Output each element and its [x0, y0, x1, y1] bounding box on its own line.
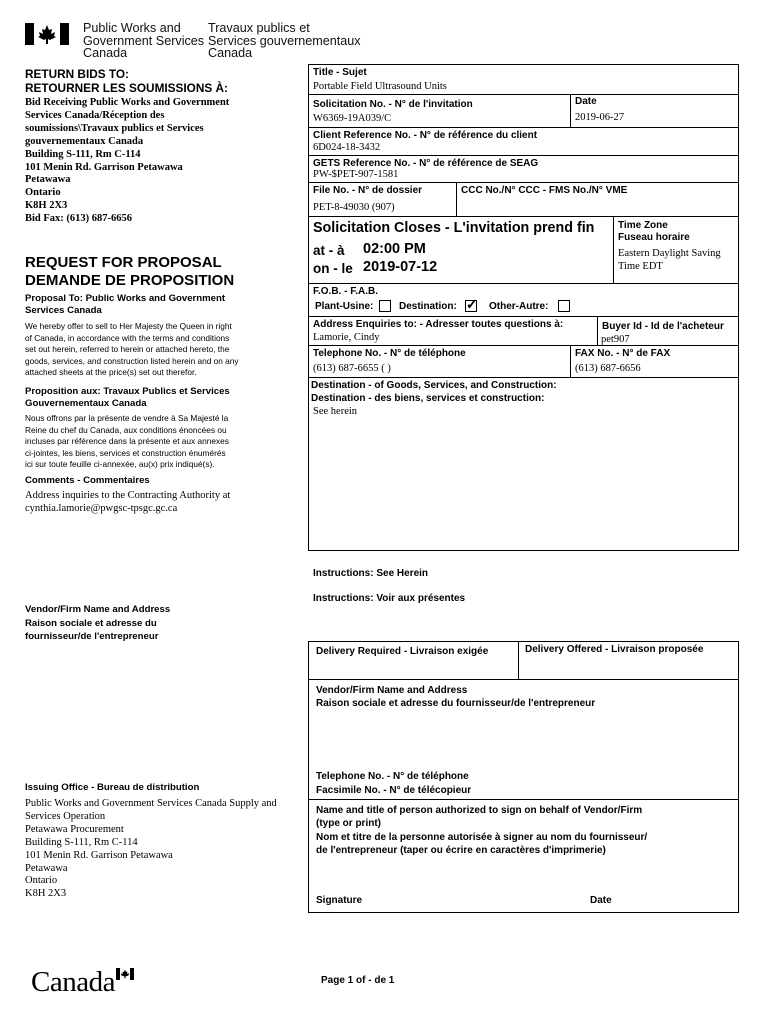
timezone-value: Eastern Daylight Saving Time EDT — [618, 248, 721, 272]
delivery-required-label: Delivery Required - Livraison exigée — [316, 646, 489, 657]
solicitation-value: W6369-19A039/C — [313, 113, 392, 124]
client-ref-value: 6D024-18-3432 — [313, 142, 381, 153]
ccc-label: CCC No./N° CCC - FMS No./N° VME — [461, 185, 628, 196]
comments-label: Comments - Commentaires — [25, 475, 150, 486]
authorized-person-field[interactable] — [309, 862, 738, 890]
signature-label: Signature — [316, 895, 363, 906]
destination-label: Destination: — [399, 301, 457, 312]
title-label: Title - Sujet — [313, 67, 367, 78]
telephone-label: Telephone No. - N° de téléphone — [313, 348, 466, 359]
department-name-en: Public Works and Government Services Canada — [83, 21, 205, 60]
destination-check-mark: ✓ — [466, 296, 478, 312]
comments-text: Address inquiries to the Contracting Authority at cynthia.lamorie@pwgsc-tpsgc.gc.ca — [25, 490, 231, 514]
date-label: Date — [575, 96, 597, 107]
issuing-office-label: Issuing Office - Bureau de distribution — [25, 782, 200, 793]
destination-goods-label: Destination - of Goods, Services, and Construction: Destination - des biens, services et construction: — [311, 380, 557, 404]
client-ref-label: Client Reference No. - N° de référence du client — [313, 130, 538, 141]
canada-wordmark: Canada — [31, 966, 115, 998]
proposal-to-text: We hereby offer to sell to Her Majesty the Queen in right of Canada, in accordance with the terms and conditions set out herein, referred to herein or attached hereto, the goods, services, and construction listed herein and on any attached sheets at the price(s) set out therefor. — [25, 321, 239, 378]
proposition-label: Proposition aux: Travaux Publics et Services Gouvernementaux Canada — [25, 386, 230, 409]
authorized-person-label: Name and title of person authorized to sign on behalf of Vendor/Firm (type or print) Nom et titre de la personne autorisée à signer au nom du fournisseur/ de l'entrepreneur (taper ou écrire en caractères d'imprimerie) — [316, 805, 648, 856]
fob-label: F.O.B. - F.A.B. — [313, 286, 378, 297]
closes-time: 02:00 PM — [363, 241, 426, 257]
solicitation-label: Solicitation No. - N° de l'invitation — [313, 99, 473, 110]
title-value: Portable Field Ultrasound Units — [313, 81, 447, 92]
vendor-telephone-label: Telephone No. - N° de téléphone — [316, 771, 469, 782]
instructions-fr: Instructions: Voir aux présentes — [313, 593, 466, 604]
file-no-value: PET-8-49030 (907) — [313, 202, 395, 213]
delivery-offered-field[interactable] — [519, 660, 738, 678]
address-enquiries-label: Address Enquiries to: - Adresser toutes questions à: — [313, 319, 564, 330]
gets-ref-value: PW-$PET-907-1581 — [313, 169, 399, 180]
vendor-firm-label: Vendor/Firm Name and Address Raison sociale et adresse du fournisseur/de l'entrepreneur — [25, 604, 171, 642]
signature-date-label: Date — [590, 895, 612, 906]
return-address: Bid Receiving Public Works and Government Services Canada/Réception des soumissions\Travaux publics et Services gouvernementaux Canada Building S-111, Rm C-114 101 Menin Rd. Garrison Petawawa Petawawa Ontario K8H 2X3 Bid Fax: (613) 687-6656 — [25, 97, 230, 225]
plant-label: Plant-Usine: — [315, 301, 374, 312]
closes-at-label: at - à — [313, 243, 345, 258]
gets-ref-label: GETS Reference No. - N° de référence de SEAG — [313, 158, 539, 169]
proposal-to-label: Proposal To: Public Works and Government Services Canada — [25, 293, 226, 316]
destination-goods-value: See herein — [313, 406, 358, 417]
other-label: Other-Autre: — [489, 301, 549, 312]
delivery-offered-label: Delivery Offered - Livraison proposée — [525, 644, 704, 655]
page-number: Page 1 of - de 1 — [321, 975, 395, 986]
instructions-en: Instructions: See Herein — [313, 568, 429, 579]
closes-date: 2019-07-12 — [363, 259, 438, 275]
return-bids-heading: RETURN BIDS TO: RETOURNER LES SOUMISSIONS À: — [25, 67, 228, 95]
vendor-name-label: Vendor/Firm Name and Address Raison sociale et adresse du fournisseur/de l'entrepreneur — [316, 685, 596, 709]
fax-label: FAX No. - N° de FAX — [575, 348, 671, 359]
rfp-heading: REQUEST FOR PROPOSAL DEMANDE DE PROPOSITION — [25, 254, 235, 289]
timezone-label: Time Zone Fuseau horaire — [618, 220, 690, 243]
buyer-id-label: Buyer Id - Id de l'acheteur — [602, 321, 724, 332]
canada-flag-icon — [25, 22, 69, 46]
file-no-label: File No. - N° de dossier — [313, 185, 423, 196]
telephone-value: (613) 687-6655 ( ) — [313, 363, 391, 374]
fax-value: (613) 687-6656 — [575, 363, 641, 374]
proposition-text: Nous offrons par la présente de vendre à Sa Majesté la Reine du chef du Canada, aux conditions énoncées ou incluses par référence dans la présente et aux annexes ci-jointes, les biens, services et construction énumérés ici sur toute feuille ci-annexée, au(x) prix indiqué(s). — [25, 413, 229, 470]
address-enquiries-value: Lamorie, Cindy — [313, 332, 380, 343]
plant-checkbox[interactable] — [379, 300, 391, 312]
solicitation-closes-title: Solicitation Closes - L'invitation prend fin — [313, 220, 595, 236]
vendor-name-field[interactable] — [309, 712, 738, 767]
department-name-fr: Travaux publics et Services gouvernementaux Canada — [208, 21, 361, 60]
delivery-required-field[interactable] — [309, 660, 517, 678]
buyer-id-value: pet907 — [601, 334, 630, 345]
other-checkbox[interactable] — [558, 300, 570, 312]
vendor-fax-label: Facsimile No. - N° de télécopieur — [316, 785, 472, 796]
closes-on-label: on - le — [313, 261, 353, 276]
issuing-office-address: Public Works and Government Services Canada Supply and Services Operation Petawawa Procurement Building S-111, Rm C-114 101 Menin Rd. Garrison Petawawa Petawawa Ontario K8H 2X3 — [25, 798, 277, 900]
wordmark-flag-icon — [116, 968, 134, 980]
date-value: 2019-06-27 — [575, 112, 624, 123]
